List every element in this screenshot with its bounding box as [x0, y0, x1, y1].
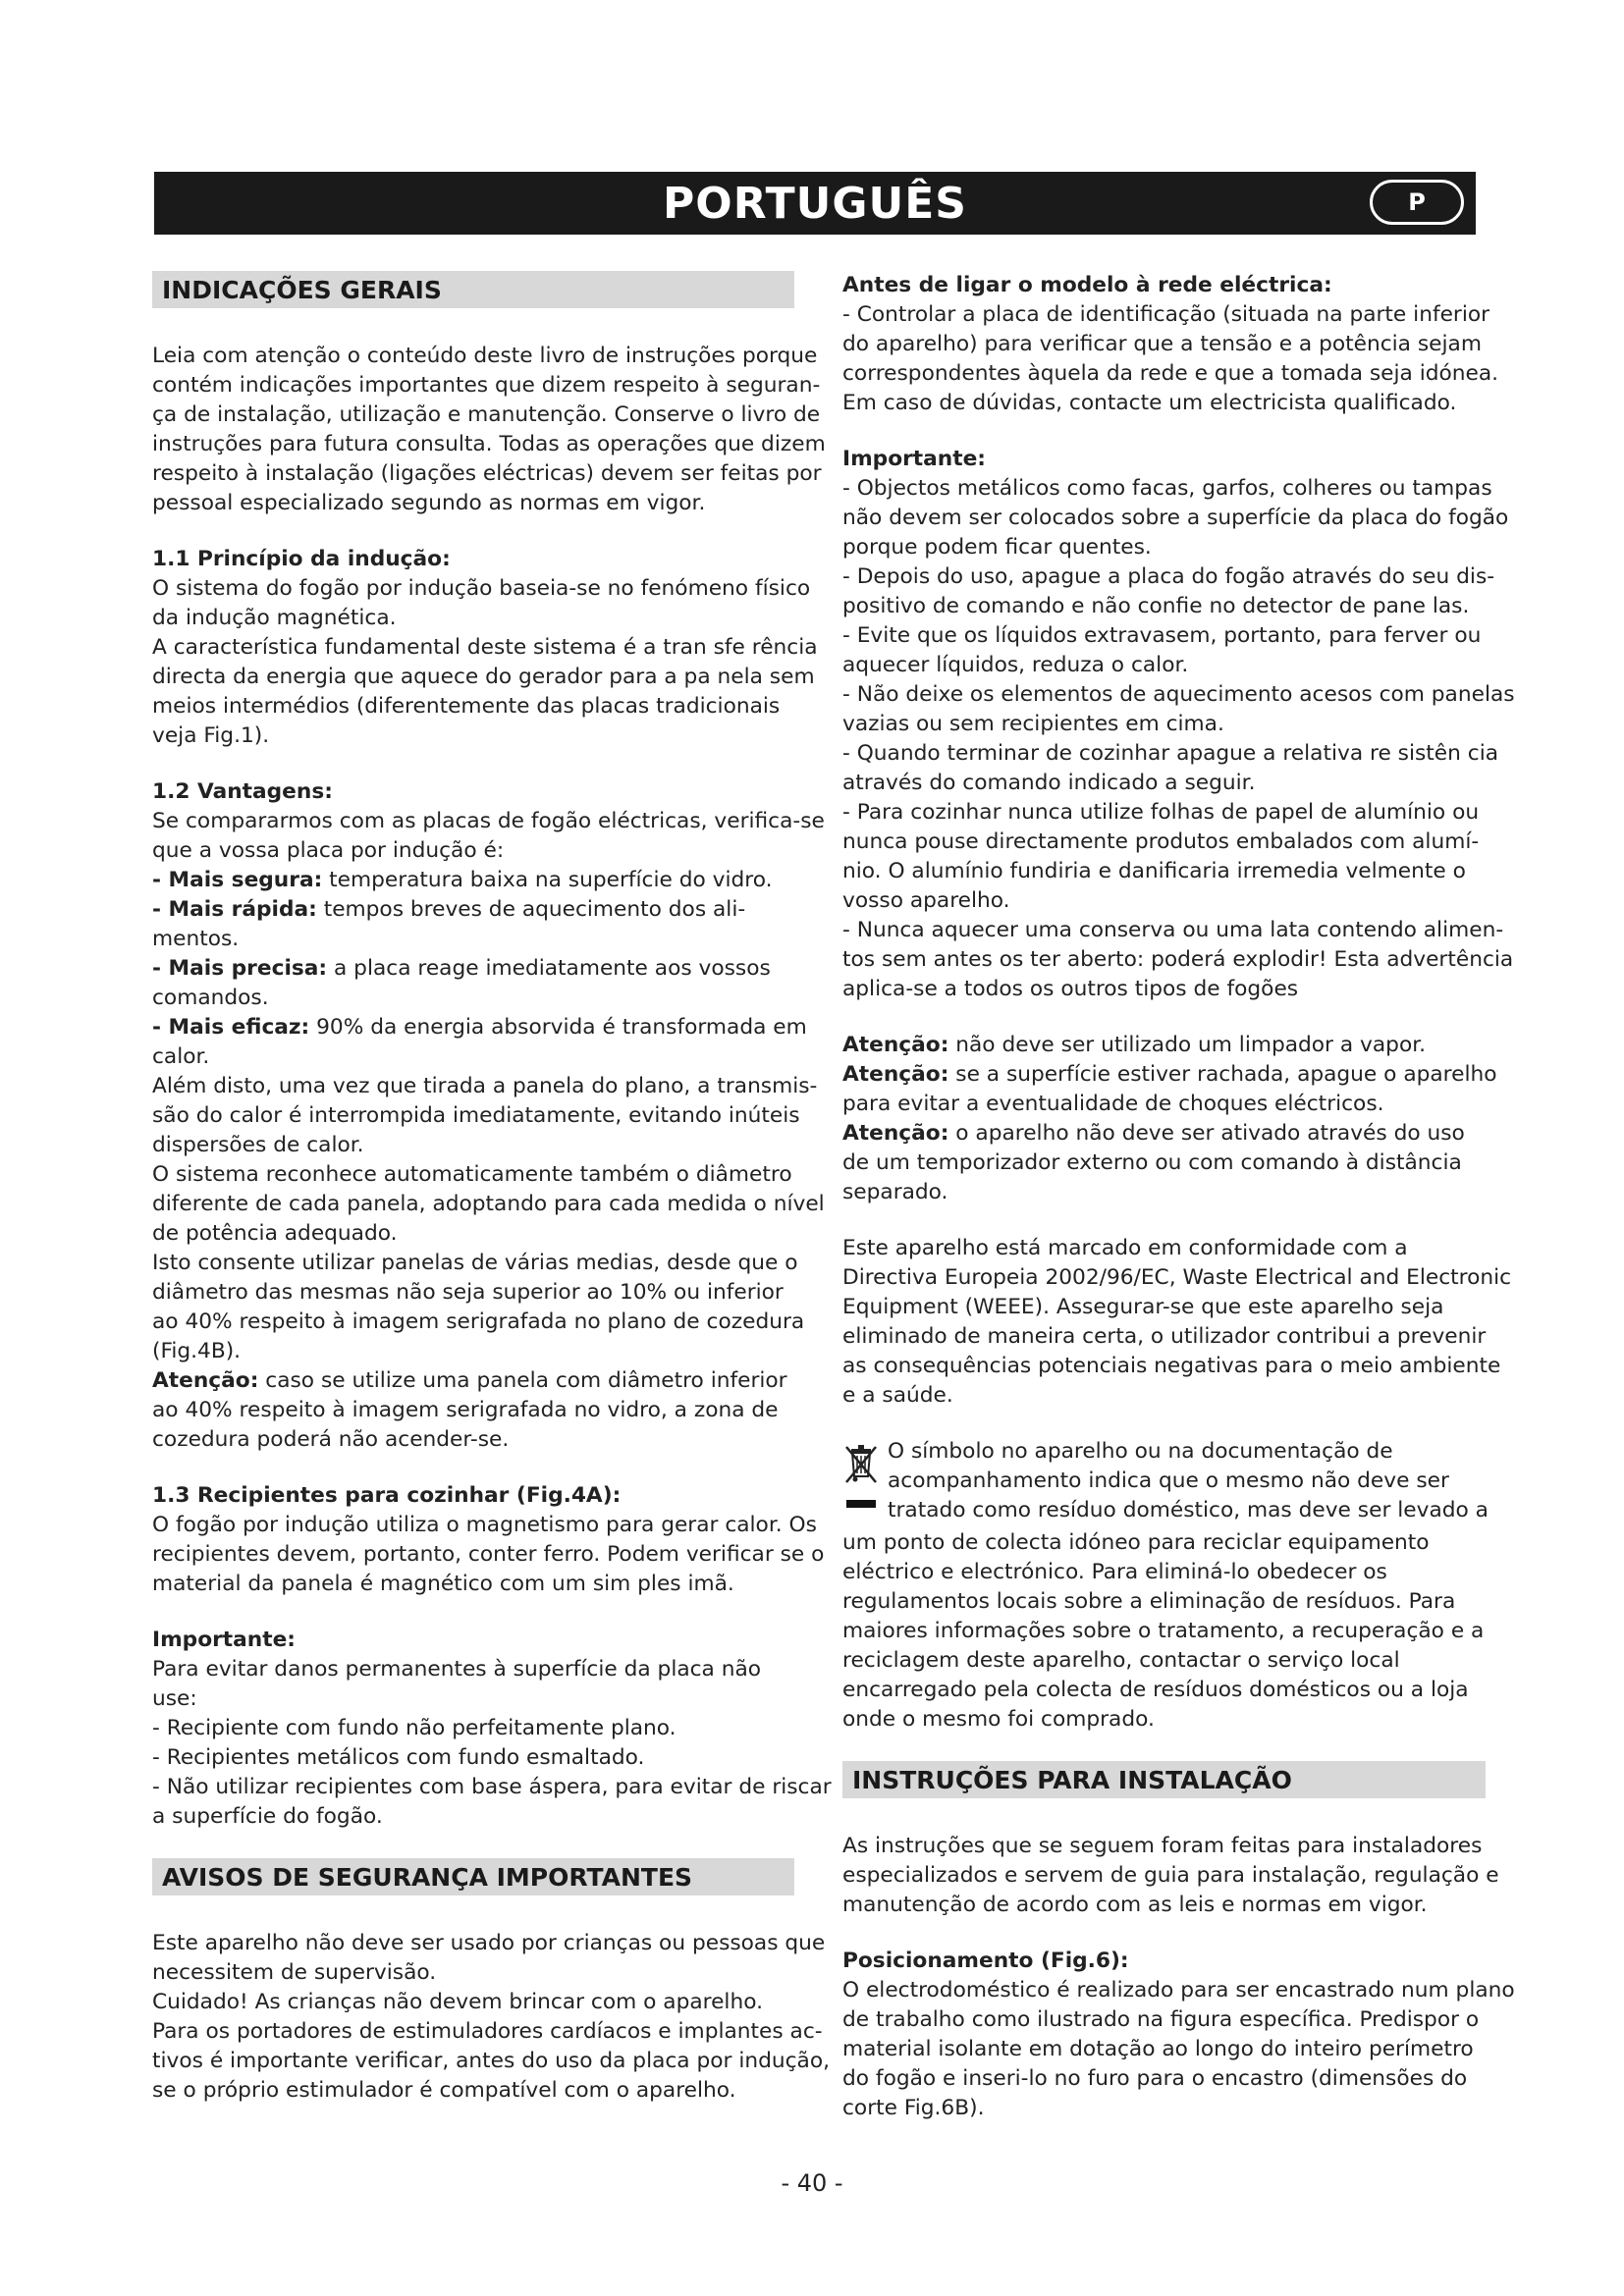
- section-1-2: [152, 777, 825, 1455]
- text-line: pessoal especializado segundo as normas em vigor.: [152, 491, 706, 515]
- text-line: da indução magnética.: [152, 606, 397, 630]
- text-line: positivo de comando e não confie no detector de pane las.: [842, 594, 1470, 618]
- text-line: diâmetro das mesmas não seja superior ao 10% ou inferior: [152, 1280, 784, 1305]
- text-line: - Recipiente com fundo não perfeitamente plano.: [152, 1716, 677, 1740]
- text-line: - Quando terminar de cozinhar apague a relativa re sistên cia: [842, 741, 1499, 766]
- text-line: do aparelho) para verificar que a tensão e a potência sejam: [842, 332, 1482, 356]
- bullet-key: - Mais segura:: [152, 868, 323, 892]
- text-line: nio. O alumínio fundiria e danificaria irremedia velmente o: [842, 859, 1466, 883]
- heading-posicionamento: Posicionamento (Fig.6):: [842, 1949, 1129, 1973]
- text-line: Directiva Europeia 2002/96/EC, Waste Electrical and Electronic: [842, 1265, 1512, 1290]
- section-posicionamento: [842, 1947, 1515, 2123]
- text-line: ao 40% respeito à imagem serigrafada no plano de cozedura: [152, 1309, 805, 1334]
- paragraph-1-3: [152, 1511, 825, 1599]
- attention-text: caso se utilize uma panela com diâmetro inferior: [258, 1368, 787, 1393]
- text-line: - Nunca aquecer uma conserva ou uma lata contendo alimen-: [842, 918, 1504, 942]
- text-line: através do comando indicado a seguir.: [842, 771, 1256, 795]
- bullet-text: a placa reage imediatamente aos vossos: [327, 956, 771, 981]
- symbol-text: [888, 1437, 1489, 1528]
- text-line: onde o mesmo foi comprado.: [842, 1707, 1155, 1732]
- text-line: - Não utilizar recipientes com base áspera, para evitar de riscar: [152, 1775, 832, 1799]
- attention-key: Atenção:: [842, 1033, 949, 1057]
- bullet-text: tempos breves de aquecimento dos ali-: [316, 897, 746, 922]
- text-line: acompanhamento indica que o mesmo não deve ser: [888, 1468, 1449, 1493]
- text-line: ao 40% respeito à imagem serigrafada no vidro, a zona de: [152, 1398, 779, 1422]
- text-line: directa da energia que aquece do gerador para a pa nela sem: [152, 665, 815, 689]
- text-line: eléctrico e electrónico. Para eliminá-lo obedecer os: [842, 1560, 1387, 1584]
- text-line: Se compararmos com as placas de fogão eléctricas, verifica-se: [152, 809, 825, 833]
- text-line: ça de instalação, utilização e manutenção. Conserve o livro de: [152, 402, 821, 427]
- text-line: de potência adequado.: [152, 1221, 398, 1246]
- text-line: instruções para futura consulta. Todas as operações que dizem: [152, 432, 826, 456]
- text-line: e a saúde.: [842, 1383, 953, 1408]
- avisos-paragraph: [152, 1929, 830, 2106]
- text-line: aquecer líquidos, reduza o calor.: [842, 653, 1189, 677]
- bullet-cont: mentos.: [152, 927, 240, 951]
- attention-cont: [152, 1396, 794, 1455]
- right-column: [842, 271, 1515, 2150]
- attention-key: Atenção:: [152, 1368, 259, 1393]
- symbol-row: [842, 1437, 1489, 1528]
- heading-importante: Importante:: [152, 1628, 296, 1652]
- text-line: eliminado de maneira certa, o utilizador contribui a prevenir: [842, 1324, 1487, 1349]
- text-line: regulamentos locais sobre a eliminação de resíduos. Para: [842, 1589, 1456, 1614]
- text-line: vosso aparelho.: [842, 888, 1010, 913]
- section-1-1: [152, 545, 818, 751]
- bullet-key: - Mais rápida:: [152, 897, 317, 922]
- text-line: não devem ser colocados sobre a superfície da placa do fogão: [842, 506, 1509, 530]
- text-line: veja Fig.1).: [152, 723, 270, 748]
- paragraph-posicionamento: [842, 1976, 1515, 2123]
- text-line: O sistema do fogão por indução baseia-se no fenómeno físico: [152, 576, 811, 601]
- section-importante-left: [152, 1626, 832, 1832]
- attention-note-3: [842, 1119, 1486, 1148]
- text-line: Este aparelho está marcado em conformidade com a: [842, 1236, 1408, 1260]
- text-line: O electrodoméstico é realizado para ser encastrado num plano: [842, 1978, 1515, 2002]
- bullet-segura: [152, 866, 794, 895]
- text-line: maiores informações sobre o tratamento, a recuperação e a: [842, 1619, 1485, 1643]
- paragraph-1-2b: [152, 1072, 825, 1366]
- text-line: meios intermédios (diferentemente das placas tradicionais: [152, 694, 781, 719]
- section-importante-right: [842, 445, 1515, 1004]
- text-line: Em caso de dúvidas, contacte um electricista qualificado.: [842, 391, 1457, 415]
- text-line: nunca pouse directamente produtos embalados com alumí-: [842, 829, 1480, 854]
- text-line: que a vossa placa por indução é:: [152, 838, 505, 863]
- heading-1-1: 1.1 Princípio da indução:: [152, 547, 451, 571]
- text-line: - Depois do uso, apague a placa do fogão através do seu dis-: [842, 564, 1495, 589]
- attention-key: Atenção:: [842, 1062, 949, 1087]
- text-line: Para os portadores de estimuladores cardíacos e implantes ac-: [152, 2019, 823, 2044]
- text-line: um ponto de colecta idóneo para reciclar equipamento: [842, 1530, 1430, 1555]
- text-line: - Para cozinhar nunca utilize folhas de papel de alumínio ou: [842, 800, 1480, 825]
- text-line: dispersões de calor.: [152, 1133, 364, 1157]
- text-line: Cuidado! As crianças não devem brincar com o aparelho.: [152, 1990, 763, 2014]
- text-line: Equipment (WEEE). Assegurar-se que este aparelho seja: [842, 1295, 1444, 1319]
- bullet-key: - Mais eficaz:: [152, 1015, 310, 1040]
- text-line: vazias ou sem recipientes em cima.: [842, 712, 1224, 736]
- text-line: - Evite que os líquidos extravasem, portanto, para ferver ou: [842, 623, 1482, 648]
- text-line: são do calor é interrompida imediatamente, evitando inúteis: [152, 1103, 800, 1128]
- attention-note-1: [842, 1031, 1486, 1060]
- text-line: O símbolo no aparelho ou na documentação de: [888, 1439, 1393, 1464]
- attention-note: [152, 1366, 794, 1396]
- bullet-precisa: [152, 954, 794, 984]
- text-line: se o próprio estimulador é compatível com o aparelho.: [152, 2078, 736, 2103]
- text-line: as consequências potenciais negativas para o meio ambiente: [842, 1354, 1501, 1378]
- text-line: Leia com atenção o conteúdo deste livro de instruções porque: [152, 344, 818, 368]
- text-line: do fogão e inseri-lo no furo para o encastro (dimensões do: [842, 2066, 1468, 2091]
- attention-note-2: [842, 1060, 1497, 1090]
- bullet-key: - Mais precisa:: [152, 956, 328, 981]
- text-line: - Recipientes metálicos com fundo esmaltado.: [152, 1745, 645, 1770]
- text-line: use:: [152, 1686, 197, 1711]
- text-line: Este aparelho não deve ser usado por crianças ou pessoas que: [152, 1931, 826, 1955]
- text-line: tos sem antes os ter aberto: poderá explodir! Esta advertência: [842, 947, 1514, 972]
- bullet-eficaz: [152, 1013, 807, 1042]
- heading-1-2: 1.2 Vantagens:: [152, 779, 333, 804]
- symbol-paragraph: [842, 1437, 1489, 1735]
- text-line: aplica-se a todos os outros tipos de fogões: [842, 977, 1299, 1001]
- text-line: manutenção de acordo com as leis e normas em vigor.: [842, 1893, 1428, 1917]
- attention-text: o aparelho não deve ser ativado através do uso: [948, 1121, 1465, 1146]
- text-line: contém indicações importantes que dizem respeito à seguran-: [152, 373, 821, 398]
- heading-importante: Importante:: [842, 447, 986, 471]
- text-line: corte Fig.6B).: [842, 2096, 985, 2120]
- text-line: de um temporizador externo ou com comando à distância: [842, 1150, 1462, 1175]
- heading-1-3: 1.3 Recipientes para cozinhar (Fig.4A):: [152, 1483, 622, 1508]
- text-line: de trabalho como ilustrado na figura específica. Predispor o: [842, 2007, 1480, 2032]
- attention-text: não deve ser utilizado um limpador a vapor.: [948, 1033, 1427, 1057]
- text-line: reciclagem deste aparelho, contactar o serviço local: [842, 1648, 1400, 1673]
- text-line: separado.: [842, 1180, 948, 1204]
- text-line: cozedura poderá não acender-se.: [152, 1427, 510, 1452]
- symbol-cont: [842, 1528, 1486, 1735]
- language-badge: P: [1370, 180, 1464, 225]
- text-line: - Objectos metálicos como facas, garfos, colheres ou tampas: [842, 476, 1492, 501]
- paragraph-importante: [842, 474, 1515, 1004]
- text-line: O sistema reconhece automaticamente também o diâmetro: [152, 1162, 792, 1187]
- text-line: respeito à instalação (ligações eléctricas) devem ser feitas por: [152, 461, 822, 486]
- bullet-text: temperatura baixa na superfície do vidro.: [322, 868, 773, 892]
- text-line: material da panela é magnético com um sim ples imã.: [152, 1572, 734, 1596]
- text-line: O fogão por indução utiliza o magnetismo para gerar calor. Os: [152, 1513, 817, 1537]
- weee-paragraph: [842, 1234, 1512, 1411]
- intro-paragraph: [152, 342, 826, 518]
- text-line: As instruções que se seguem foram feitas para instaladores: [842, 1834, 1483, 1858]
- text-line: - Controlar a placa de identificação (situada na parte inferior: [842, 302, 1490, 327]
- text-line: diferente de cada panela, adoptando para cada medida o nível: [152, 1192, 825, 1216]
- text-line: Para evitar danos permanentes à superfície da placa não: [152, 1657, 762, 1682]
- text-line: (Fig.4B).: [152, 1339, 242, 1363]
- paragraph-importante: [152, 1655, 832, 1832]
- section-heading-avisos: AVISOS DE SEGURANÇA IMPORTANTES: [152, 1858, 794, 1896]
- text-line: especializados e servem de guia para instalação, regulação e: [842, 1863, 1499, 1888]
- left-column: [152, 271, 832, 2132]
- page-number: - 40 -: [781, 2169, 843, 2197]
- text-line: material isolante em dotação ao longo do inteiro perímetro: [842, 2037, 1474, 2061]
- text-line: necessitem de supervisão.: [152, 1960, 437, 1985]
- text-line: a superfície do fogão.: [152, 1804, 383, 1829]
- text-line: tivos é importante verificar, antes do uso da placa por indução,: [152, 2049, 830, 2073]
- section-ligar: [842, 271, 1499, 418]
- heading-ligar: Antes de ligar o modelo à rede eléctrica:: [842, 273, 1332, 297]
- text-line: Isto consente utilizar panelas de várias medias, desde que o: [152, 1251, 798, 1275]
- bullet-text: 90% da energia absorvida é transformada em: [309, 1015, 807, 1040]
- text-line: porque podem ficar quentes.: [842, 535, 1152, 560]
- attention-cont: para evitar a eventualidade de choques eléctricos.: [842, 1092, 1384, 1116]
- section-heading-instalacao: INSTRUÇÕES PARA INSTALAÇÃO: [842, 1761, 1486, 1798]
- bullet-cont: calor.: [152, 1044, 210, 1069]
- text-line: correspondentes àquela da rede e que a tomada seja idónea.: [842, 361, 1499, 386]
- text-line: Além disto, uma vez que tirada a panela do plano, a transmis-: [152, 1074, 818, 1098]
- language-banner: [154, 172, 1476, 235]
- crossed-bin-icon: [842, 1437, 882, 1528]
- paragraph-1-2a: [152, 807, 825, 866]
- paragraph-ligar: [842, 300, 1499, 418]
- instalacao-paragraph: [842, 1832, 1499, 1920]
- text-line: - Não deixe os elementos de aquecimento acesos com panelas: [842, 682, 1515, 707]
- attention-cont: [842, 1148, 1486, 1207]
- bullet-cont: comandos.: [152, 986, 269, 1010]
- attention-text: se a superfície estiver rachada, apague o aparelho: [948, 1062, 1497, 1087]
- banner-title: PORTUGUÊS: [663, 178, 967, 229]
- text-line: A característica fundamental deste sistema é a tran sfe rência: [152, 635, 818, 660]
- attention-notes: [842, 1031, 1497, 1207]
- section-1-3: [152, 1481, 825, 1599]
- bullet-rapida: [152, 895, 794, 925]
- text-line: recipientes devem, portanto, conter ferro. Podem verificar se o: [152, 1542, 825, 1567]
- attention-key: Atenção:: [842, 1121, 949, 1146]
- text-line: encarregado pela colecta de resíduos domésticos ou a loja: [842, 1678, 1469, 1702]
- paragraph-1-1: [152, 574, 818, 751]
- text-line: tratado como resíduo doméstico, mas deve ser levado a: [888, 1498, 1489, 1522]
- section-heading-indicacoes: INDICAÇÕES GERAIS: [152, 271, 794, 308]
